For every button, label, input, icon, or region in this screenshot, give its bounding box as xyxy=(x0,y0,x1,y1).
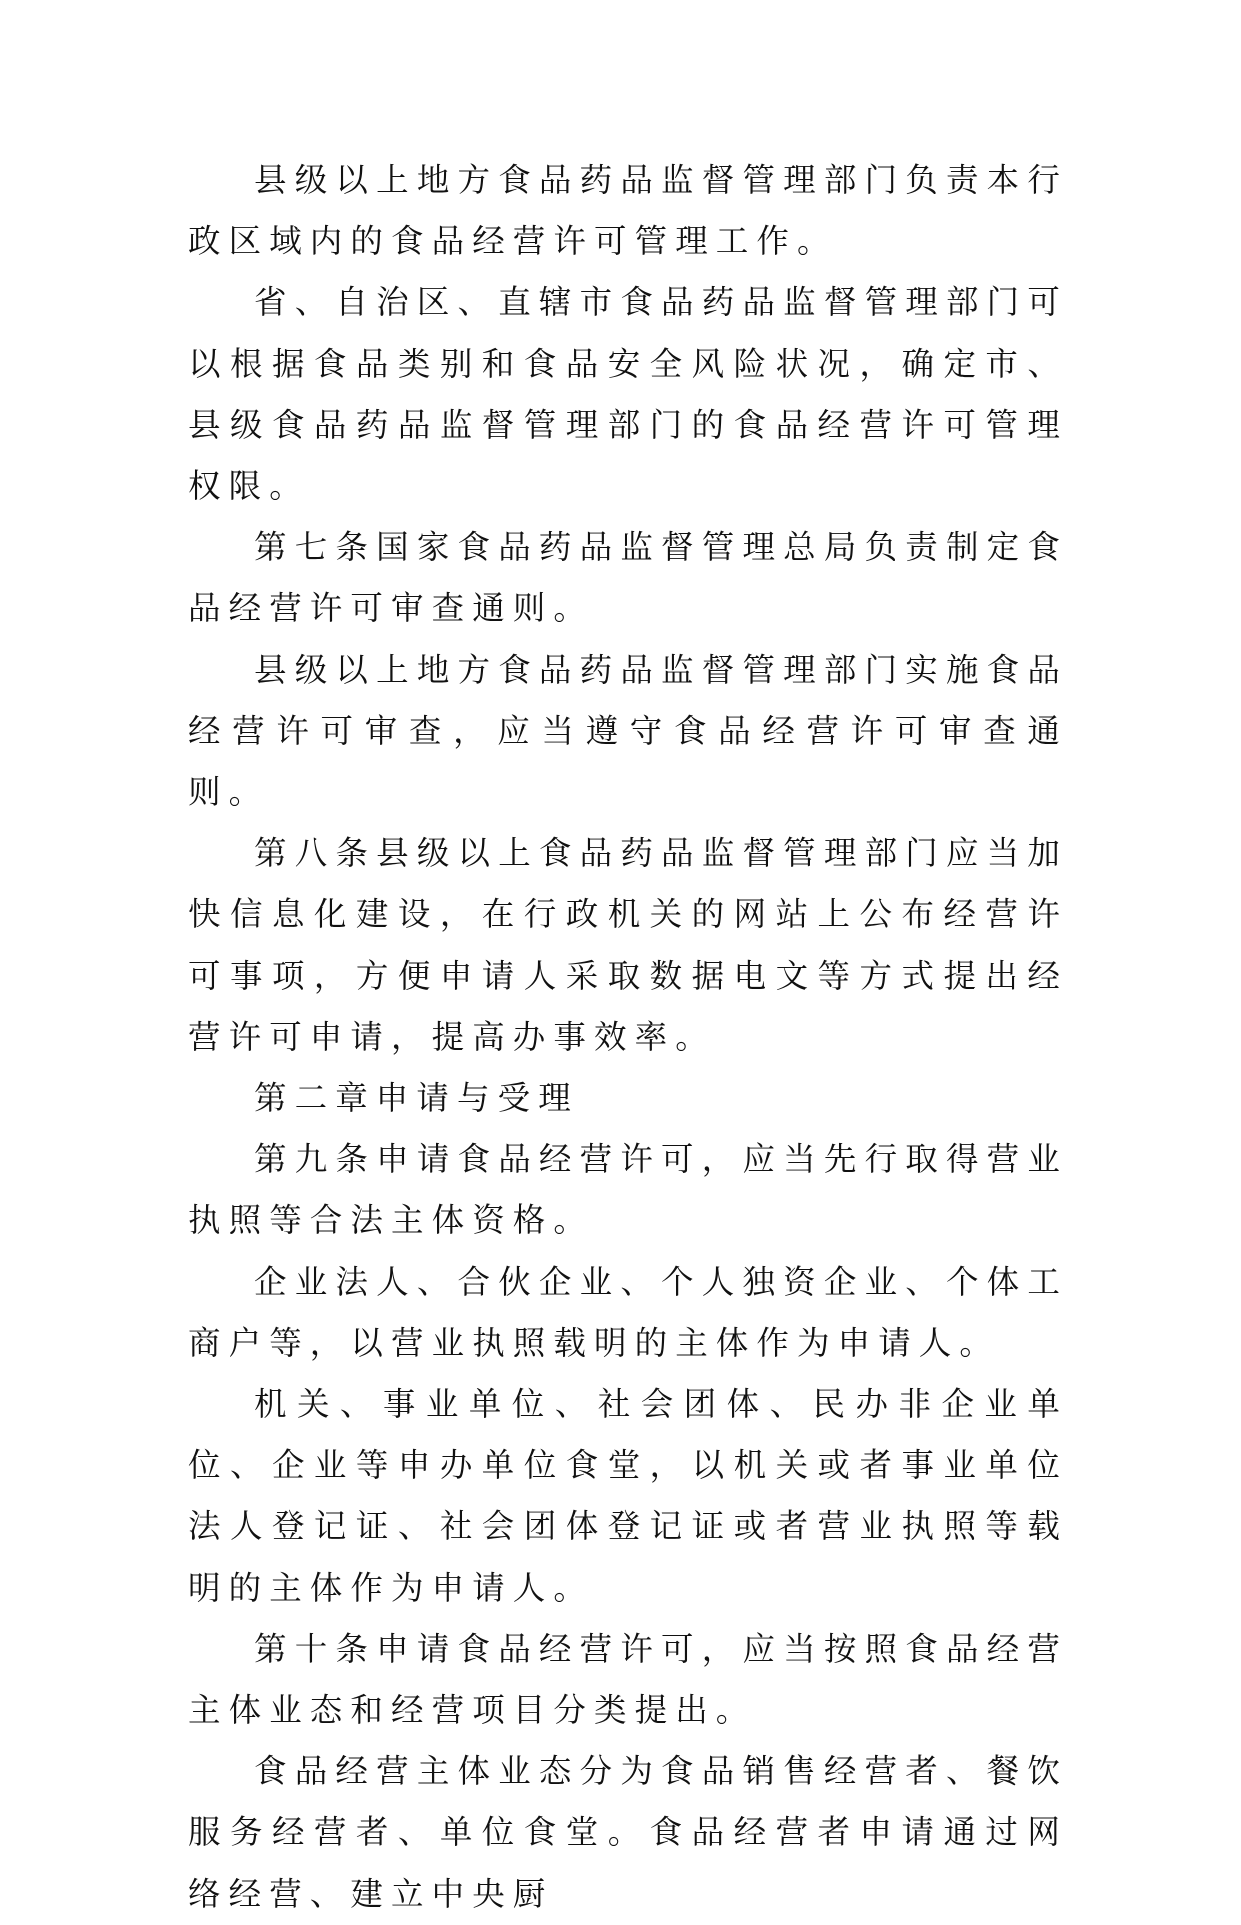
paragraph-article-9: 第九条申请食品经营许可，应当先行取得营业执照等合法主体资格。 xyxy=(188,1140,1068,1240)
paragraph-article-7: 第七条国家食品药品监督管理总局负责制定食品经营许可审查通则。 xyxy=(188,528,1068,628)
document-page xyxy=(188,150,1068,1925)
paragraph-review-compliance: 县级以上地方食品药品监督管理部门实施食品经营许可审查，应当遵守食品经营许可审查通则。 xyxy=(188,650,1068,812)
paragraph-business-forms: 食品经营主体业态分为食品销售经营者、餐饮服务经营者、单位食堂。食品经营者申请通过网络经营、建立中央厨 xyxy=(188,1752,1068,1913)
paragraph-article-8: 第八条县级以上食品药品监督管理部门应当加快信息化建设，在行政机关的网站上公布经营许可事项，方便申请人采取数据电文等方式提出经营许可申请，提高办事效率。 xyxy=(188,834,1068,1056)
paragraph-county-responsibility: 县级以上地方食品药品监督管理部门负责本行政区域内的食品经营许可管理工作。 xyxy=(188,161,1068,261)
paragraph-enterprise-applicants: 企业法人、合伙企业、个人独资企业、个体工商户等，以营业执照载明的主体作为申请人。 xyxy=(188,1262,1068,1362)
paragraph-article-10: 第十条申请食品经营许可，应当按照食品经营主体业态和经营项目分类提出。 xyxy=(188,1629,1068,1730)
paragraph-provincial-authority: 省、自治区、直辖市食品药品监督管理部门可以根据食品类别和食品安全风险状况，确定市、县级食品药品监督管理部门的食品经营许可管理权限。 xyxy=(188,283,1068,506)
chapter-heading: 第二章申请与受理 xyxy=(254,1079,579,1118)
paragraph-institution-canteens: 机关、事业单位、社会团体、民办非企业单位、企业等申办单位食堂，以机关或者事业单位法人登记证、社会团体登记证或者营业执照等载明的主体作为申请人。 xyxy=(188,1385,1068,1607)
